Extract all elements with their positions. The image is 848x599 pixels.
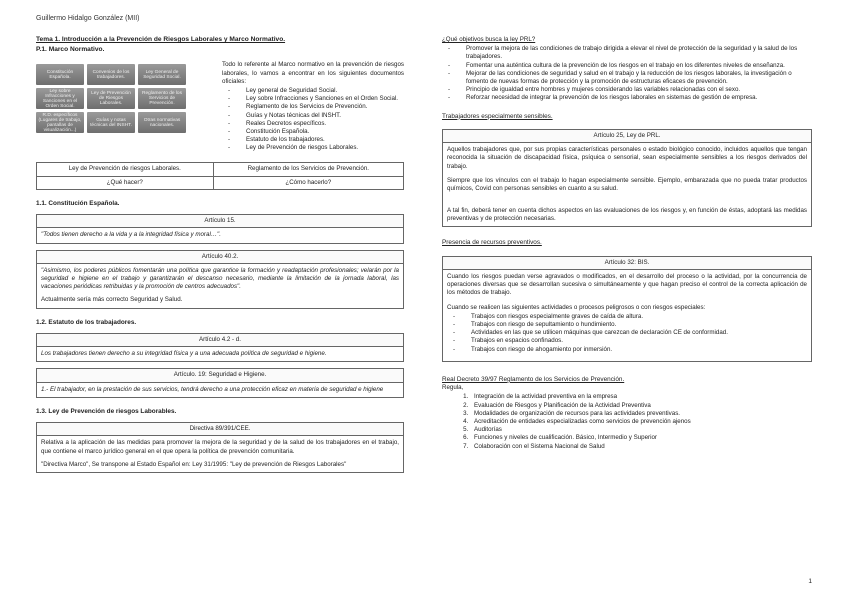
list-item: - Trabajos en espacios confinados. [447,337,807,345]
article-paragraph: Cuando se realicen las siguientes actividades o procesos peligrosos o con riesgos especiales: [447,303,706,311]
list-item: 6. Funciones y niveles de cualificación. Básico, Intermedio y Superior [470,434,812,442]
diagram-box: Guías y notas técnicas del INSHT. [87,112,135,133]
royal-decree-subtitle: Regula, [442,384,464,392]
intro-paragraph: Todo lo referente al Marco normativo en la prevención de riesgos laborales, lo vamos a encontrar en los siguientes documentos oficiales: [222,61,404,85]
law-comparison-table [36,162,404,189]
article-paragraph: Siempre que los vínculos con el trabajo lo hagan especialmente sensible. Ejemplo, embarazada que no pueda tratar productos químicos, Covid con personas sensibles en cuanto a su salud. [447,176,807,192]
article-box [36,333,404,362]
list-item: - Reforzar necesidad de integrar la prevención de los riesgos laborales en sistemas de gestión de empresa. [442,94,812,102]
list-item: - Trabajos con riesgo de ahogamiento por inmersión. [447,346,807,354]
article-title: Artículo 40.2. [37,251,403,264]
article-paragraph: Aquellos trabajadores que, por sus propias características personales o estado biológico conocido, incluidos aquellos que tengan reconocida la situación de discapacidad física, psíquica o sensorial, sean especialmente sensibles a los riesgos derivados del trabajo. [447,146,807,170]
document-author: Guillermo Hidalgo González (MII) [36,15,140,22]
list-item: - Reglamento de los Servicios de Prevención. [222,103,404,111]
article-body [443,270,811,361]
table-cell: ¿Cómo hacerlo? [213,176,403,189]
list-item: 4. Acreditación de entidades especializadas como servicios de prevención ajenos [470,418,812,426]
list-item: - Mejorar de las condiciones de seguridad y salud en el trabajo y la reducción de los riesgos laborales, la investigación o fomento de nuevas formas de protección y la promoción de estructuras eficaces de prevención. [442,70,812,86]
diagram-box: Ley sobre Infracciones y Sanciones en el Orden Social. [36,88,84,109]
page-number: 1 [808,578,812,586]
section-ley-prevencion: 1.3. Ley de Prevención de riesgos Laborables. [36,407,177,415]
preventive-resources-title: Presencia de recursos preventivos. [442,239,542,247]
article-box [442,129,812,228]
right-column [442,36,812,451]
diagram-box: Ley de Prevención de Riesgos Laborales. [87,88,135,109]
article-body [443,143,811,226]
article-title: Artículo 4.2 - d. [37,334,403,347]
list-item: - Ley general de Seguridad Social. [222,87,404,95]
list-item: - Ley de Prevención de riesgos Laborales. [222,144,404,152]
directive-box [36,422,404,473]
article-body [37,264,403,308]
article-title: Artículo 32: BIS. [443,257,811,270]
article-box [36,250,404,309]
table-cell: ¿Qué hacer? [37,176,214,189]
diagram-box: Constitución Española. [36,64,84,85]
diagram-box: Otras normativas nacionales. [138,112,186,133]
list-item: 1. Integración de la actividad preventiva en la empresa [470,393,812,401]
article-title: Artículo 15. [37,215,403,228]
list-item: - Ley sobre Infracciones y Sanciones en el Orden Social. [222,95,404,103]
list-item: 5. Auditorías [470,426,812,434]
sensitive-workers-title: Trabajadores especialmente sensibles. [442,112,553,120]
section-estatuto: 1.2. Estatuto de los trabajadores. [36,318,137,326]
article-title: Artículo 25, Ley de PRL. [443,130,811,143]
article-note: Actualmente sería más correcto Seguridad y Salud. [41,296,183,304]
article-box [36,368,404,397]
article-box [36,214,404,243]
directive-title: Directiva 89/391/CEE. [37,423,403,436]
section-constitucion: 1.1. Constitución Española. [36,199,120,207]
table-header-cell: Reglamento de los Servicios de Prevención. [213,163,403,176]
directive-body [37,436,403,472]
list-item: - Guías y Notas técnicas del INSHT. [222,112,404,120]
royal-decree-title: Real Decreto 39/97 Reglamento de los Servicios de Prevención. [442,375,625,383]
list-item: - Fomentar una auténtica cultura de la prevención de los riesgos en el trabajo en los diferentes niveles de enseñanza. [442,62,812,70]
list-item: - Trabajos con riesgo de sepultamiento o hundimiento. [447,321,807,329]
royal-decree-list [442,393,812,450]
article-box [442,256,812,362]
list-item: - Estatuto de los trabajadores. [222,136,404,144]
article-paragraph: A tal fin, deberá tener en cuenta dichos aspectos en las evaluaciones de los riesgos y, en función de éstas, adoptará las medidas preventivas y de protección necesarias. [447,207,807,223]
diagram-box: Reglamento de los Servicios de Prevención. [138,88,186,109]
list-item: - Promover la mejora de las condiciones de trabajo dirigida a elevar el nivel de protección de la seguridad y la salud de los trabajadores. [442,45,812,61]
list-item: - Actividades en las que se utilicen máquinas que carezcan de declaración CE de conformidad. [447,329,807,337]
list-item: 2. Evaluación de Riesgos y Planificación de la Actividad Preventiva [470,402,812,410]
article-title: Artículo. 19: Seguridad e Higiene. [37,369,403,382]
objectives-title: ¿Qué objetivos busca la ley PRL? [442,36,536,43]
article-body: Los trabajadores tienen derecho a su integridad física y a una adecuada política de seguridad e higiene. [41,350,327,358]
left-column [36,36,404,473]
risk-activities-list [447,313,807,354]
table-header-cell: Ley de Prevención de riesgos Laborales. [37,163,214,176]
article-body: 1.- El trabajador, en la prestación de sus servicios, tendrá derecho a una protección eficaz en materia de seguridad e higiene [41,385,384,393]
objectives-list [442,45,812,102]
marco-normativo-diagram [36,64,190,133]
list-item: - Principio de igualdad entre hombres y mujeres considerando las variables relacionadas con el sexo. [442,86,812,94]
list-item: 7. Colaboración con el Sistema Nacional de Salud [470,443,812,451]
directive-note: "Directiva Marco", Se transpone al Estado Español en: Ley 31/1995: "Ley de prevención de Riesgos Laborales" [41,460,347,468]
diagram-box: Convenios de los trabajadores. [87,64,135,85]
section-marco-normativo: P.1. Marco Normativo. [36,45,105,53]
marco-normativo-text [222,54,404,152]
list-item: 3. Modalidades de organización de recursos para las actividades preventivas. [470,410,812,418]
article-quote: "Asimismo, los poderes públicos fomentarán una política que garantice la formación y readaptación profesionales; velarán por la seguridad e higiene en el trabajo y garantizarán el descanso necesario, mediante la limitación de la jornada laboral, las vacaciones periódicas retribuidas y la promoción de centros adecuados". [41,266,399,291]
topic-title: Tema 1. Introducción a la Prevención de Riesgos Laborales y Marco Normativo. [36,36,286,43]
directive-text: Relativa a la aplicación de las medidas para promover la mejora de la seguridad y de la salud de los trabajadores en el trabajo, que contiene el marco jurídico general en el que opera la política de prevención comunitaria. [41,439,399,455]
diagram-box: Ley General de Seguridad Social. [138,64,186,85]
list-item: - Trabajos con riesgos especialmente graves de caída de altura. [447,313,807,321]
diagram-box: R.D. específicos (Lugares de trabajo, pantallas de visualización...) [36,112,84,133]
article-body: "Todos tienen derecho a la vida y a la integridad física y moral…". [41,231,221,239]
documents-list [222,87,404,153]
article-paragraph: Cuando los riesgos puedan verse agravados o modificados, en el desarrollo del proceso o la actividad, por la concurrencia de operaciones diversas que se desarrollan sucesiva o simultáneamente y que hagan preciso el control de la correcta aplicación de los métodos de trabajo. [447,273,807,297]
list-item: - Reales Decretos específicos. [222,120,404,128]
list-item: - Constitución Española. [222,128,404,136]
